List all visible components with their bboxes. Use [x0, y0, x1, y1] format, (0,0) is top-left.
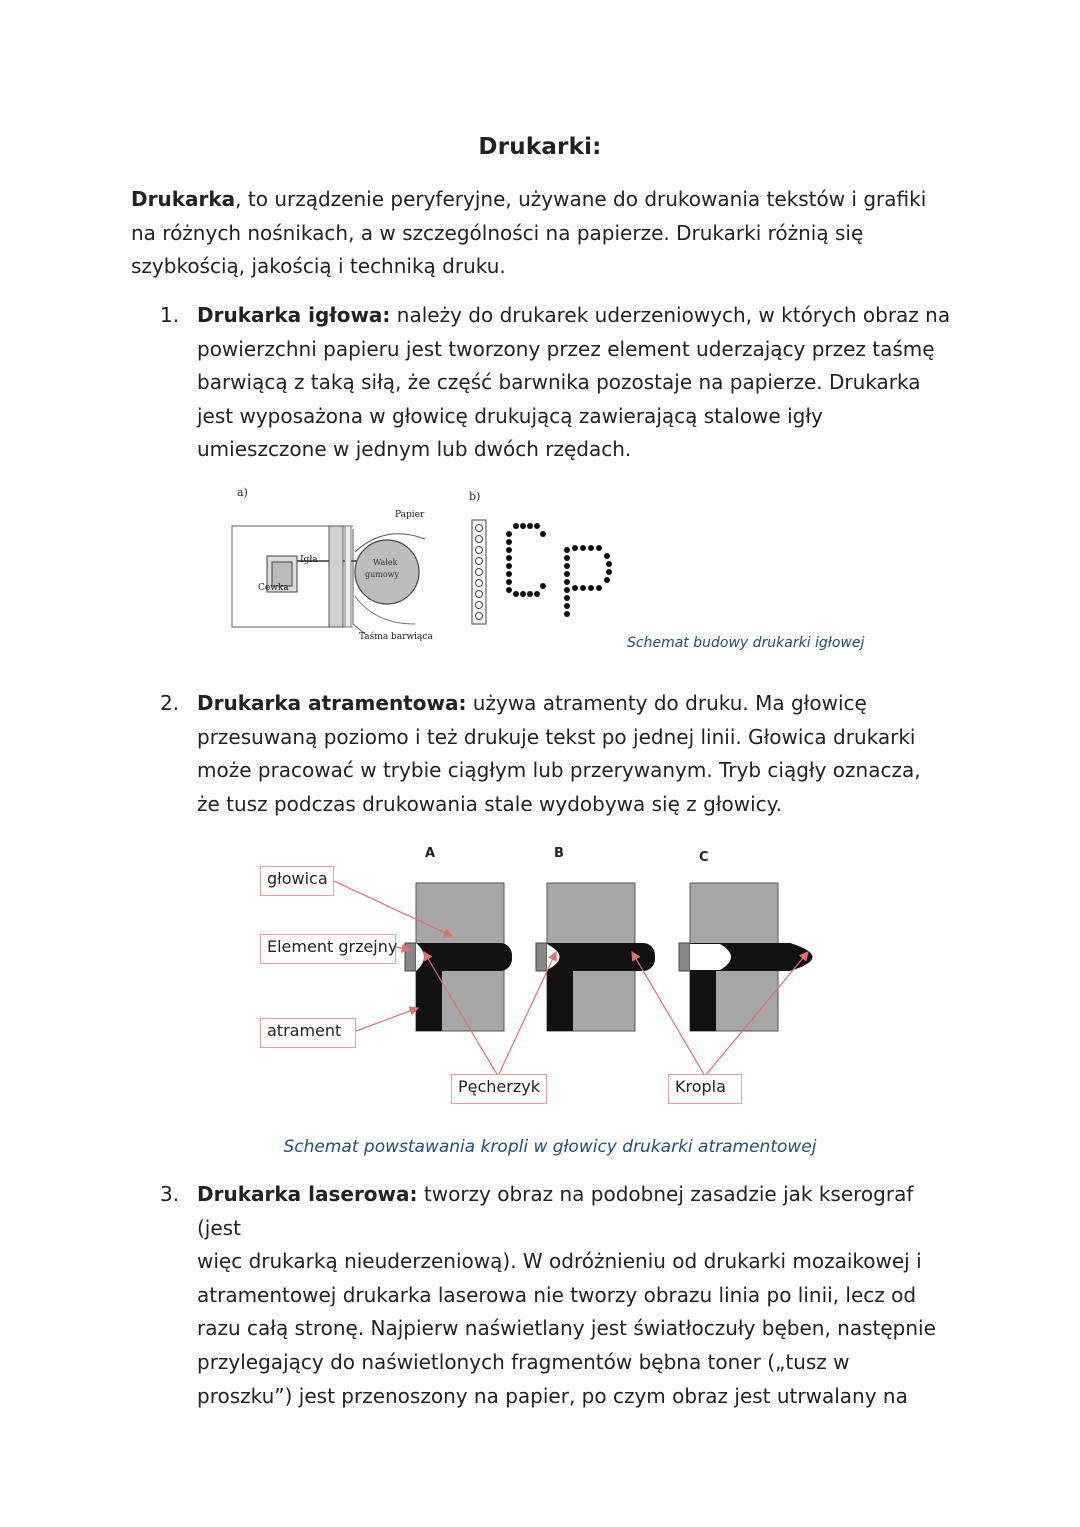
list-number: 2.: [160, 691, 180, 715]
list-line: używa atramenty do druku. Ma głowicę: [466, 691, 867, 715]
list-line: powierzchni papieru jest tworzony przez element uderzający przez taśmę: [197, 336, 935, 361]
panel-a-label: a): [237, 486, 248, 499]
label-ink: atrament: [260, 1018, 356, 1048]
list-line: razu całą stronę. Najpierw naświetlany jest światłoczuły bęben, następnie: [197, 1316, 936, 1341]
list-term: Drukarka igłowa:: [197, 303, 391, 327]
paper-label: Papier: [395, 510, 425, 520]
list-line: umieszczone w jednym lub dwóch rzędach.: [197, 437, 632, 462]
column-c-label: C: [699, 850, 709, 865]
intro-line-1: , to urządzenie peryferyjne, używane do drukowania tekstów i grafiki: [235, 187, 927, 211]
list-number: 3.: [160, 1182, 180, 1206]
list-line: jest wyposażona w głowicę drukującą zawierającą stalowe igły: [197, 403, 823, 428]
list-line: należy do drukarek uderzeniowych, w których obraz na: [390, 303, 951, 327]
list-number: 1.: [160, 303, 180, 327]
figure-caption-dot-matrix: Schemat budowy drukarki igłowej: [627, 635, 865, 651]
needle-label: Igła: [300, 555, 318, 565]
coil-label: Cewka: [258, 583, 289, 593]
list-line: przylegający do naświetlonych fragmentów bębna toner („tusz w: [197, 1349, 850, 1374]
list-line: więc drukarką nieuderzeniową). W odróżnieniu od drukarki mozaikowej i: [197, 1249, 922, 1274]
intro-line-3: szybkością, jakością i techniką druku.: [131, 254, 506, 279]
label-bubble: Pęcherzyk: [451, 1074, 547, 1104]
list-line: proszku”) jest przenoszony na papier, po czym obraz jest utrwalany na: [197, 1383, 908, 1408]
figure-dot-matrix: [225, 484, 645, 654]
list-term: Drukarka atramentowa:: [197, 691, 467, 715]
list-line: tworzy obraz na podobnej zasadzie jak kserograf (jest: [197, 1182, 914, 1240]
list-line: atramentowej drukarka laserowa nie tworzy obrazu linia po linii, lecz od: [197, 1282, 917, 1307]
label-heating-element: Element grzejny: [260, 934, 396, 964]
figure-caption-inkjet: Schemat powstawania kropli w głowicy drukarki atramentowej: [283, 1137, 817, 1157]
ribbon-label: Taśma barwiąca: [359, 632, 433, 642]
inkjet-diagram: [250, 840, 850, 1115]
list-line: może pracować w trybie ciągłym lub przerywanym. Tryb ciągły oznacza,: [197, 758, 921, 783]
roller-label-1: Wałek: [373, 558, 398, 567]
label-head: głowica: [260, 866, 334, 896]
column-b-label: B: [554, 846, 564, 861]
figure-inkjet: [250, 840, 850, 1115]
list-line: że tusz podczas drukowania stale wydobywa się z głowicy.: [197, 791, 782, 816]
panel-b-label: b): [469, 490, 481, 503]
list-line: przesuwaną poziomo i też drukuje tekst po jednej linii. Głowica drukarki: [197, 724, 916, 749]
page-title: Drukarki:: [478, 134, 602, 160]
intro-term: Drukarka: [131, 187, 236, 211]
label-drop: Kropla: [668, 1074, 742, 1104]
list-term: Drukarka laserowa:: [197, 1182, 418, 1206]
intro-paragraph: [131, 183, 961, 284]
dot-matrix-diagram: [225, 484, 645, 654]
list-line: barwiącą z taką siłą, że część barwnika pozostaje na papierze. Drukarka: [197, 370, 921, 395]
roller-label-2: gumowy: [365, 570, 400, 579]
column-a-label: A: [425, 846, 436, 861]
intro-line-2: na różnych nośnikach, a w szczególności na papierze. Drukarki różnią się: [131, 220, 864, 245]
